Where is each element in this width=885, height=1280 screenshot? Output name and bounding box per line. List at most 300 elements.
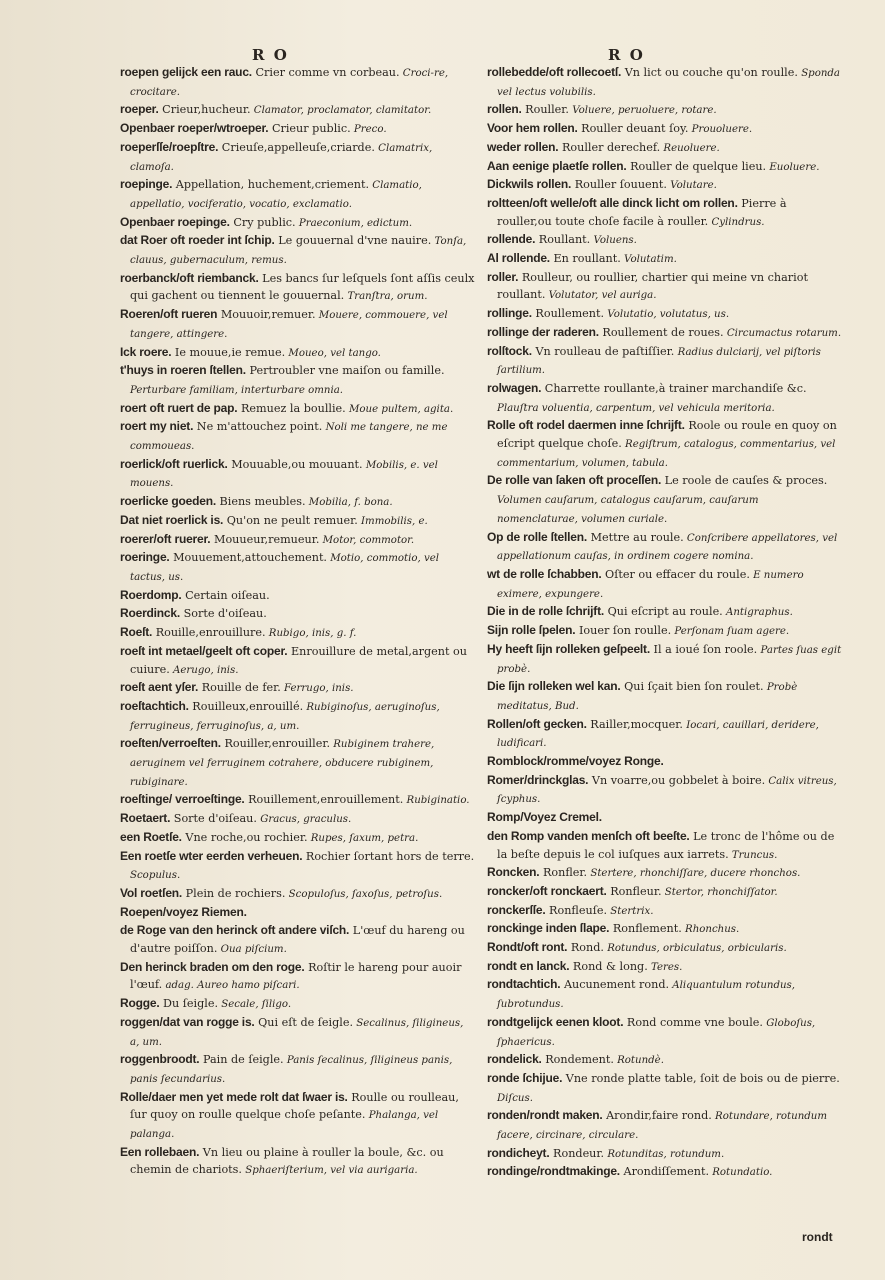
dictionary-entry	[487, 195, 842, 231]
dictionary-entry	[487, 269, 842, 305]
french-gloss: Rond & long.	[569, 959, 648, 973]
headword: weder rollen.	[487, 139, 559, 154]
latin-gloss: Rubiginoſus, aeruginoſus, ferrugineus, ferruginoſus, a, um.	[130, 701, 440, 732]
headword: Al rollende.	[487, 251, 550, 266]
french-gloss: Ronfleuſe.	[545, 903, 608, 917]
latin-gloss: Partes ſuas egit probè.	[497, 644, 842, 675]
latin-gloss: Diſcus.	[497, 1092, 533, 1104]
headword: Roerdomp.	[120, 587, 182, 602]
headword: roeſtachtich.	[120, 698, 189, 713]
headword: roeſten/verroeſten.	[120, 736, 221, 751]
dictionary-entry	[120, 232, 475, 269]
headword: roepen gelijck een rauc.	[120, 65, 252, 79]
headword: Roeſt.	[120, 625, 153, 640]
latin-gloss: Rotunditas, rotundum.	[604, 1148, 725, 1160]
french-gloss: Vn lieu ou plaine à rouller la boule, &c. ou chemin de chariots.	[130, 1145, 444, 1177]
dictionary-entry	[120, 922, 475, 958]
french-gloss: Il a ioué ſon roole.	[649, 642, 758, 656]
latin-gloss: Clamator, proclamator, clamitator.	[250, 105, 432, 117]
headword: Roncken.	[487, 865, 540, 880]
french-gloss: Vn lict ou couche qu'on roulle.	[621, 66, 798, 79]
headword: roeſtinge/ verroeſtinge.	[120, 792, 245, 807]
dictionary-entry	[487, 101, 842, 120]
dictionary-entry	[487, 809, 842, 828]
dictionary-entry	[120, 400, 475, 419]
headword: Vol roetſen.	[120, 885, 183, 900]
dictionary-entry	[487, 324, 842, 343]
headword: roepinge.	[120, 177, 173, 192]
latin-gloss: Immobilis, e.	[357, 515, 428, 527]
headword: roert my niet.	[120, 419, 194, 434]
headword: rolſtock.	[487, 343, 532, 358]
latin-gloss: Motio, commotio, vel tactus, us.	[130, 553, 440, 583]
headword: Dickwils rollen.	[487, 177, 572, 192]
french-gloss: Ie mouue,ie remue.	[171, 345, 286, 359]
latin-gloss: Regiſtrum, catalogus, commentarius, vel commentarium, volumen, tabula.	[497, 439, 836, 469]
headword: roltteen/oft welle/oft alle dinck licht om rollen.	[487, 195, 738, 210]
headword: roller.	[487, 269, 519, 284]
latin-gloss: Rubiginatio.	[403, 795, 470, 807]
headword: Een rollebaen.	[120, 1144, 200, 1159]
headword: ronckinge inden ſlape.	[487, 921, 610, 936]
french-gloss: Ronfler.	[539, 866, 588, 880]
dictionary-entry	[487, 380, 842, 417]
dictionary-entry	[120, 362, 475, 399]
headword: Romblock/romme/voyez Ronge.	[487, 754, 664, 769]
headword: rondicheyt.	[487, 1145, 550, 1160]
french-gloss: Arondir,faire rond.	[602, 1109, 712, 1123]
headword: Openbaer roeper/wtroeper.	[120, 121, 269, 136]
dictionary-entry	[487, 920, 842, 939]
headword: ronden/rondt maken.	[487, 1108, 603, 1123]
latin-gloss: Aerugo, inis.	[169, 664, 239, 676]
latin-gloss: Moueo, vel tango.	[285, 347, 381, 359]
dictionary-entry	[487, 139, 842, 158]
french-gloss: Crieur,hucheur.	[158, 103, 251, 117]
dictionary-entry	[487, 176, 842, 195]
french-gloss: Remuez la boullie.	[237, 401, 346, 415]
dictionary-entry	[487, 678, 842, 715]
headword: rondtachtich.	[487, 977, 561, 992]
latin-gloss: Mobilis, e. vel mouens.	[130, 459, 438, 490]
latin-gloss: Mobilia, f. bona.	[305, 497, 393, 509]
headword: rolwagen.	[487, 380, 542, 395]
dictionary-entry	[120, 1051, 475, 1088]
latin-gloss: Preco.	[350, 124, 387, 136]
latin-gloss: Aliquantulum rotundus, ſubrotundus.	[497, 980, 796, 1011]
headword: wt de rolle ſchabben.	[487, 566, 602, 581]
french-gloss: Cry public.	[229, 215, 296, 229]
french-gloss: Roulleur, ou roullier, chartier qui meine vn chariot roullant.	[497, 270, 808, 302]
headword: Roerdinck.	[120, 606, 181, 621]
headword: De rolle van ſaken oft proceſſen.	[487, 473, 662, 488]
headword: roert oft ruert de pap.	[120, 400, 238, 415]
french-gloss: Railler,mocquer.	[586, 717, 683, 731]
dictionary-entry	[120, 624, 475, 643]
latin-gloss: Moue pultem, agita.	[345, 403, 454, 415]
dictionary-entry	[487, 529, 842, 566]
left-column	[120, 64, 475, 1180]
latin-gloss: Ferrugo, inis.	[280, 683, 354, 695]
dictionary-entry	[120, 848, 475, 885]
dictionary-entry	[120, 995, 475, 1014]
dictionary-entry	[487, 305, 842, 324]
headword: rondelick.	[487, 1052, 542, 1067]
french-gloss: Roullement de roues.	[598, 325, 724, 339]
dictionary-entry	[487, 566, 842, 603]
headword: Sijn rolle ſpelen.	[487, 623, 576, 638]
headword: roerbanck/oft riembanck.	[120, 270, 259, 285]
dictionary-entry	[487, 1107, 842, 1144]
latin-gloss: Gracus, graculus.	[256, 814, 352, 826]
headword: Hy heeft ſijn rolleken geſpeelt.	[487, 641, 650, 656]
latin-gloss: Volutatim.	[620, 254, 677, 266]
latin-gloss: Noli me tangere, ne me commoueas.	[130, 422, 448, 453]
latin-gloss: Rotundè.	[613, 1055, 664, 1067]
dictionary-entry	[487, 772, 842, 809]
headword: rondinge/rondtmakinge.	[487, 1164, 620, 1179]
catchword: rondt	[802, 1230, 833, 1244]
latin-gloss: E numero eximere, expungere.	[497, 569, 804, 600]
dictionary-entry	[120, 101, 475, 120]
dictionary-entry	[120, 959, 475, 995]
dictionary-entry	[120, 679, 475, 698]
french-gloss: Crieuſe,appelleuſe,criarde.	[218, 140, 375, 154]
french-gloss: Rouillement,enrouillement.	[244, 793, 404, 807]
latin-gloss: Cylindrus.	[708, 216, 765, 228]
dictionary-entry	[487, 641, 842, 678]
dictionary-entry	[120, 344, 475, 363]
latin-gloss: Conſcribere appellatores, vel appellationum cauſas, in ordinem cogere nomina.	[497, 532, 838, 563]
french-gloss: Ne m'attouchez point.	[193, 420, 323, 434]
french-gloss: Oſter ou effacer du roule.	[601, 567, 750, 581]
dictionary-entry	[120, 64, 475, 101]
latin-gloss: Truncus.	[728, 849, 778, 861]
headword: Openbaer roepinge.	[120, 214, 230, 229]
latin-gloss: Rhonchus.	[681, 924, 740, 936]
french-gloss: En roullant.	[549, 252, 621, 266]
headword: Rolle/daer men yet mede rolt dat ſwaer is.	[120, 1089, 348, 1104]
latin-gloss: Calix vitreus, ſcyphus.	[497, 775, 837, 806]
french-gloss: Charrette roullante,à trainer marchandiſe &c.	[541, 381, 807, 395]
dictionary-entry	[120, 214, 475, 233]
french-gloss: Rouille de fer.	[198, 681, 281, 695]
latin-gloss: Mouere, commouere, vel tangere, attingere.	[130, 310, 448, 340]
french-gloss: Roullement.	[531, 307, 605, 321]
french-gloss: Vn roulleau de paſtiſſier.	[531, 344, 675, 358]
french-gloss: L'œuf du hareng ou d'autre poiſſon.	[130, 924, 465, 956]
dictionary-entry	[487, 716, 842, 753]
latin-gloss: Secalinus, ſiligineus, a, um.	[130, 1017, 464, 1048]
french-gloss: Rond.	[567, 941, 604, 955]
dictionary-entry	[120, 1089, 475, 1144]
dictionary-entry	[487, 828, 842, 864]
headword: Rogge.	[120, 996, 160, 1011]
latin-gloss: Volutare.	[666, 180, 717, 192]
latin-gloss: Circumactus rotarum.	[723, 327, 842, 339]
french-gloss: Arondiſſement.	[619, 1165, 710, 1179]
headword: Romp/Voyez Cremel.	[487, 810, 602, 825]
dictionary-entry	[487, 231, 842, 250]
french-gloss: Rouller deuant ſoy.	[577, 122, 689, 136]
headword: roggenbroodt.	[120, 1052, 200, 1067]
headword: rollen.	[487, 102, 522, 117]
french-gloss: Rouller ſouuent.	[571, 178, 667, 192]
dictionary-entry	[120, 493, 475, 512]
dictionary-entry	[120, 605, 475, 624]
french-gloss: Mouuable,ou mouuant.	[227, 457, 363, 471]
dictionary-entry	[487, 417, 842, 472]
dictionary-entry	[120, 587, 475, 606]
latin-gloss: Volutator, vel auriga.	[545, 290, 657, 302]
french-gloss: Le tronc de l'hôme ou de la beſte depuis le col iuſques aux iarrets.	[497, 829, 835, 861]
headword: roeſt int metael/geelt oft coper.	[120, 643, 288, 658]
french-gloss: Sorte d'oiſeau.	[180, 607, 267, 621]
dictionary-entry	[487, 976, 842, 1013]
latin-gloss: Rotundus, orbiculatus, orbicularis.	[603, 943, 787, 955]
latin-gloss: Volutatio, volutatus, us.	[604, 309, 730, 321]
french-gloss: Rondement.	[541, 1053, 614, 1067]
headword: rondt en lanck.	[487, 958, 570, 973]
running-head-left: R O	[252, 46, 289, 64]
french-gloss: Pierre à rouller,ou toute choſe facile à rouller.	[497, 196, 787, 228]
french-gloss: Rond comme vne boule.	[623, 1015, 763, 1029]
latin-gloss: adag. Aureo hamo piſcari.	[162, 980, 300, 992]
dictionary-entry	[487, 958, 842, 977]
dictionary-entry	[487, 343, 842, 380]
latin-gloss: Stertrix.	[607, 905, 654, 917]
dictionary-entry	[120, 885, 475, 904]
latin-gloss: Voluens.	[590, 235, 637, 247]
french-gloss: Enrouillure de metal,argent ou cuiure.	[130, 644, 467, 676]
latin-gloss: Phalanga, vel palanga.	[130, 1110, 439, 1141]
french-gloss: Qu'on ne peult remuer.	[223, 513, 358, 527]
dictionary-entry	[120, 904, 475, 923]
headword: roeperſſe/roepſtre.	[120, 139, 219, 154]
headword: Rolle oft rodel daermen inne ſchrijft.	[487, 418, 685, 433]
latin-gloss: Perſonam ſuam agere.	[671, 626, 790, 638]
dictionary-entry	[120, 512, 475, 531]
headword: roggen/dat van rogge is.	[120, 1014, 255, 1029]
latin-gloss: Tranſtra, orum.	[344, 291, 428, 303]
headword: roeper.	[120, 102, 159, 117]
french-gloss: Iouer ſon roulle.	[575, 624, 672, 638]
headword: Op de rolle ſtellen.	[487, 529, 588, 544]
french-gloss: Vne ronde platte table, ſoit de bois ou de pierre.	[562, 1071, 840, 1085]
latin-gloss: Rubiginem trahere, aeruginem vel ferruginem cotrahere, obducere rubiginem, rubiginare.	[130, 739, 435, 788]
headword: rollebedde/oft rollecoetſ.	[487, 65, 622, 79]
latin-gloss: Panis ſecalinus, ſiligineus panis, panis ſecundarius.	[130, 1055, 453, 1085]
french-gloss: Rouller derechef.	[558, 140, 661, 154]
french-gloss: Mouuoir,remuer.	[217, 308, 316, 322]
headword: ronckerſſe.	[487, 902, 546, 917]
latin-gloss: Radius dulciarij, vel piſtoris ſartilium.	[497, 346, 821, 377]
dictionary-entry	[120, 418, 475, 455]
french-gloss: Mouuement,attouchement.	[169, 551, 327, 565]
headword: Dat niet roerlick is.	[120, 512, 224, 527]
dictionary-entry	[120, 698, 475, 735]
latin-gloss: Iocari, cauillari, deridere, ludificari.	[497, 719, 819, 750]
latin-gloss: Motor, commotor.	[319, 534, 415, 546]
headword: Die in de rolle ſchrijft.	[487, 604, 605, 619]
headword: Rollen/oft gecken.	[487, 716, 587, 731]
headword: ronde ſchijue.	[487, 1070, 563, 1085]
dictionary-entry	[487, 1145, 842, 1164]
french-gloss: Roole ou roule en quoy on eſcript quelque choſe.	[497, 419, 837, 451]
french-gloss: Vn voarre,ou gobbelet à boire.	[588, 773, 766, 787]
french-gloss: Les bancs ſur leſquels ſont aſſis ceulx qui gachent ou tiennent le gouuernal.	[130, 271, 475, 303]
dictionary-entry	[487, 472, 842, 528]
headword: Voor hem rollen.	[487, 121, 578, 136]
dictionary-entry	[487, 1014, 842, 1051]
french-gloss: Roullant.	[535, 233, 591, 247]
french-gloss: Plein de rochiers.	[182, 886, 286, 900]
french-gloss: Qui eſt de ſeigle.	[254, 1015, 354, 1029]
dictionary-entry	[487, 250, 842, 269]
french-gloss: Roulle ou roulleau, ſur quoy on roulle quelque choſe peſante.	[130, 1090, 459, 1122]
french-gloss: Ronflement.	[609, 922, 682, 936]
french-gloss: Pain de ſeigle.	[199, 1053, 284, 1067]
dictionary-entry	[120, 270, 475, 306]
dictionary-entry	[487, 1163, 842, 1182]
running-head-right: R O	[608, 46, 645, 64]
headword: rollinge der raderen.	[487, 324, 599, 339]
dictionary-entry	[487, 902, 842, 921]
headword: de Roge van den herinck oft andere viſch.	[120, 923, 350, 938]
headword: Romer/drinckglas.	[487, 772, 589, 787]
headword: roncker/oft ronckaert.	[487, 883, 607, 898]
latin-gloss: Perturbare familiam, interturbare omnia.	[130, 384, 344, 396]
latin-gloss: Sponda vel lectus volubilis.	[497, 68, 840, 98]
french-gloss: Rouilleux,enrouillé.	[188, 699, 304, 713]
latin-gloss: Tonſa, clauus, gubernaculum, remus.	[130, 236, 467, 267]
dictionary-entry	[487, 753, 842, 772]
french-gloss: Pertroubler vne maiſon ou famille.	[245, 364, 445, 378]
latin-gloss: Rubigo, inis, g. f.	[265, 628, 357, 640]
french-gloss: Ronfleur.	[606, 884, 662, 898]
latin-gloss: Reuoluere.	[660, 142, 720, 154]
dictionary-entry	[487, 883, 842, 902]
french-gloss: Sorte d'oiſeau.	[170, 812, 257, 826]
headword: roeringe.	[120, 550, 170, 565]
french-gloss: Certain oiſeau.	[181, 588, 270, 602]
dictionary-entry	[487, 939, 842, 958]
dictionary-entry	[487, 120, 842, 139]
dictionary-entry	[487, 64, 842, 101]
french-gloss: Biens meubles.	[215, 495, 306, 509]
latin-gloss: Probè meditatus, Bud.	[497, 682, 798, 712]
latin-gloss: Globoſus, ſphaericus.	[497, 1017, 816, 1048]
latin-gloss: Rotundare, rotundum facere, circinare, circulare.	[497, 1111, 828, 1142]
dictionary-entry	[487, 158, 842, 177]
french-gloss: Mouueur,remueur.	[210, 532, 320, 546]
dictionary-entry	[120, 1144, 475, 1180]
headword: Aan eenige plaetſe rollen.	[487, 158, 627, 173]
latin-gloss: Rotundatio.	[709, 1167, 773, 1179]
dictionary-entry	[120, 549, 475, 586]
latin-gloss: Volumen cauſarum, catalogus cauſarum, cauſarum nomenclaturae, volumen curiale.	[497, 495, 759, 525]
french-gloss: Rouiller,enrouiller.	[220, 737, 330, 751]
latin-gloss: Teres.	[647, 961, 683, 973]
headword: Roetaert.	[120, 811, 171, 826]
french-gloss: Rouller.	[521, 103, 569, 117]
french-gloss: Rondeur.	[549, 1146, 605, 1160]
latin-gloss: Prouoluere.	[688, 124, 753, 136]
latin-gloss: Oua piſcium.	[217, 944, 287, 956]
french-gloss: Vne roche,ou rochier.	[181, 830, 308, 844]
french-gloss: Qui ſçait bien ſon roulet.	[620, 680, 764, 694]
french-gloss: Crier comme vn corbeau.	[251, 66, 400, 79]
headword: een Roetſe.	[120, 829, 182, 844]
headword: roerer/oft ruerer.	[120, 531, 211, 546]
headword: den Romp vanden menſch oft beeſte.	[487, 828, 690, 843]
dictionary-entry	[120, 643, 475, 679]
headword: roerlick/oft ruerlick.	[120, 456, 228, 471]
dictionary-entry	[120, 306, 475, 343]
latin-gloss: Euoluere.	[766, 161, 820, 173]
dictionary-entry	[487, 603, 842, 622]
latin-gloss: Voluere, peruoluere, rotare.	[568, 105, 717, 117]
dictionary-entry	[120, 531, 475, 550]
french-gloss: Du ſeigle.	[159, 997, 219, 1011]
dictionary-entry	[120, 735, 475, 791]
latin-gloss: Clamatio, appellatio, vociferatio, vocatio, exclamatio.	[130, 180, 422, 210]
french-gloss: Crieur public.	[268, 122, 351, 136]
french-gloss: Le roole de cauſes & proces.	[661, 474, 828, 488]
headword: Roepen/voyez Riemen.	[120, 904, 247, 919]
french-gloss: Aucunement rond.	[560, 978, 670, 992]
dictionary-entry	[120, 176, 475, 213]
latin-gloss: Rupes, ſaxum, petra.	[307, 832, 419, 844]
headword: Een roetſe wter eerden verheuen.	[120, 848, 303, 863]
dictionary-entry	[120, 829, 475, 848]
headword: t'huys in roeren ſtellen.	[120, 363, 246, 378]
french-gloss: Rouille,enrouillure.	[152, 626, 266, 640]
french-gloss: Roſtir le hareng pour auoir l'œuf.	[130, 960, 462, 992]
dictionary-entry	[120, 791, 475, 810]
dictionary-entry	[120, 120, 475, 139]
french-gloss: Appellation, huchement,criement.	[172, 178, 370, 192]
dictionary-entry	[120, 456, 475, 493]
headword: rondtgelijck eenen kloot.	[487, 1014, 624, 1029]
dictionary-entry	[120, 1014, 475, 1051]
dictionary-entry	[487, 1070, 842, 1107]
dictionary-entry	[120, 810, 475, 829]
headword: dat Roer oft roeder int ſchip.	[120, 233, 275, 248]
headword: rollinge.	[487, 306, 532, 321]
french-gloss: Rochier ſortant hors de terre.	[302, 849, 475, 863]
headword: rollende.	[487, 232, 536, 247]
headword: Ick roere.	[120, 344, 172, 359]
latin-gloss: Stertor, rhonchiſſator.	[661, 886, 778, 898]
french-gloss: Rouller de quelque lieu.	[626, 159, 767, 173]
latin-gloss: Sphaeriſterium, vel via aurigaria.	[241, 1165, 418, 1177]
headword: Roeren/oft rueren	[120, 307, 218, 322]
french-gloss: Qui eſcript au roule.	[604, 605, 723, 619]
latin-gloss: Clamatrix, clamoſa.	[130, 142, 433, 173]
latin-gloss: Stertere, rhonchiſſare, ducere rhonchos.	[587, 868, 801, 880]
latin-gloss: Scopulus.	[130, 870, 181, 882]
right-column	[487, 64, 842, 1182]
latin-gloss: Scopuloſus, ſaxoſus, petroſus.	[285, 888, 443, 900]
french-gloss: Mettre au roule.	[587, 530, 684, 544]
dictionary-entry	[120, 139, 475, 176]
dictionary-entry	[487, 864, 842, 883]
french-gloss: Le gouuernal d'vne nauire.	[274, 234, 432, 248]
latin-gloss: Antigraphus.	[722, 607, 793, 619]
latin-gloss: Plauſtra voluentia, carpentum, vel vehicula meritoria.	[497, 402, 775, 414]
latin-gloss: Secale, ſiligo.	[218, 999, 292, 1011]
